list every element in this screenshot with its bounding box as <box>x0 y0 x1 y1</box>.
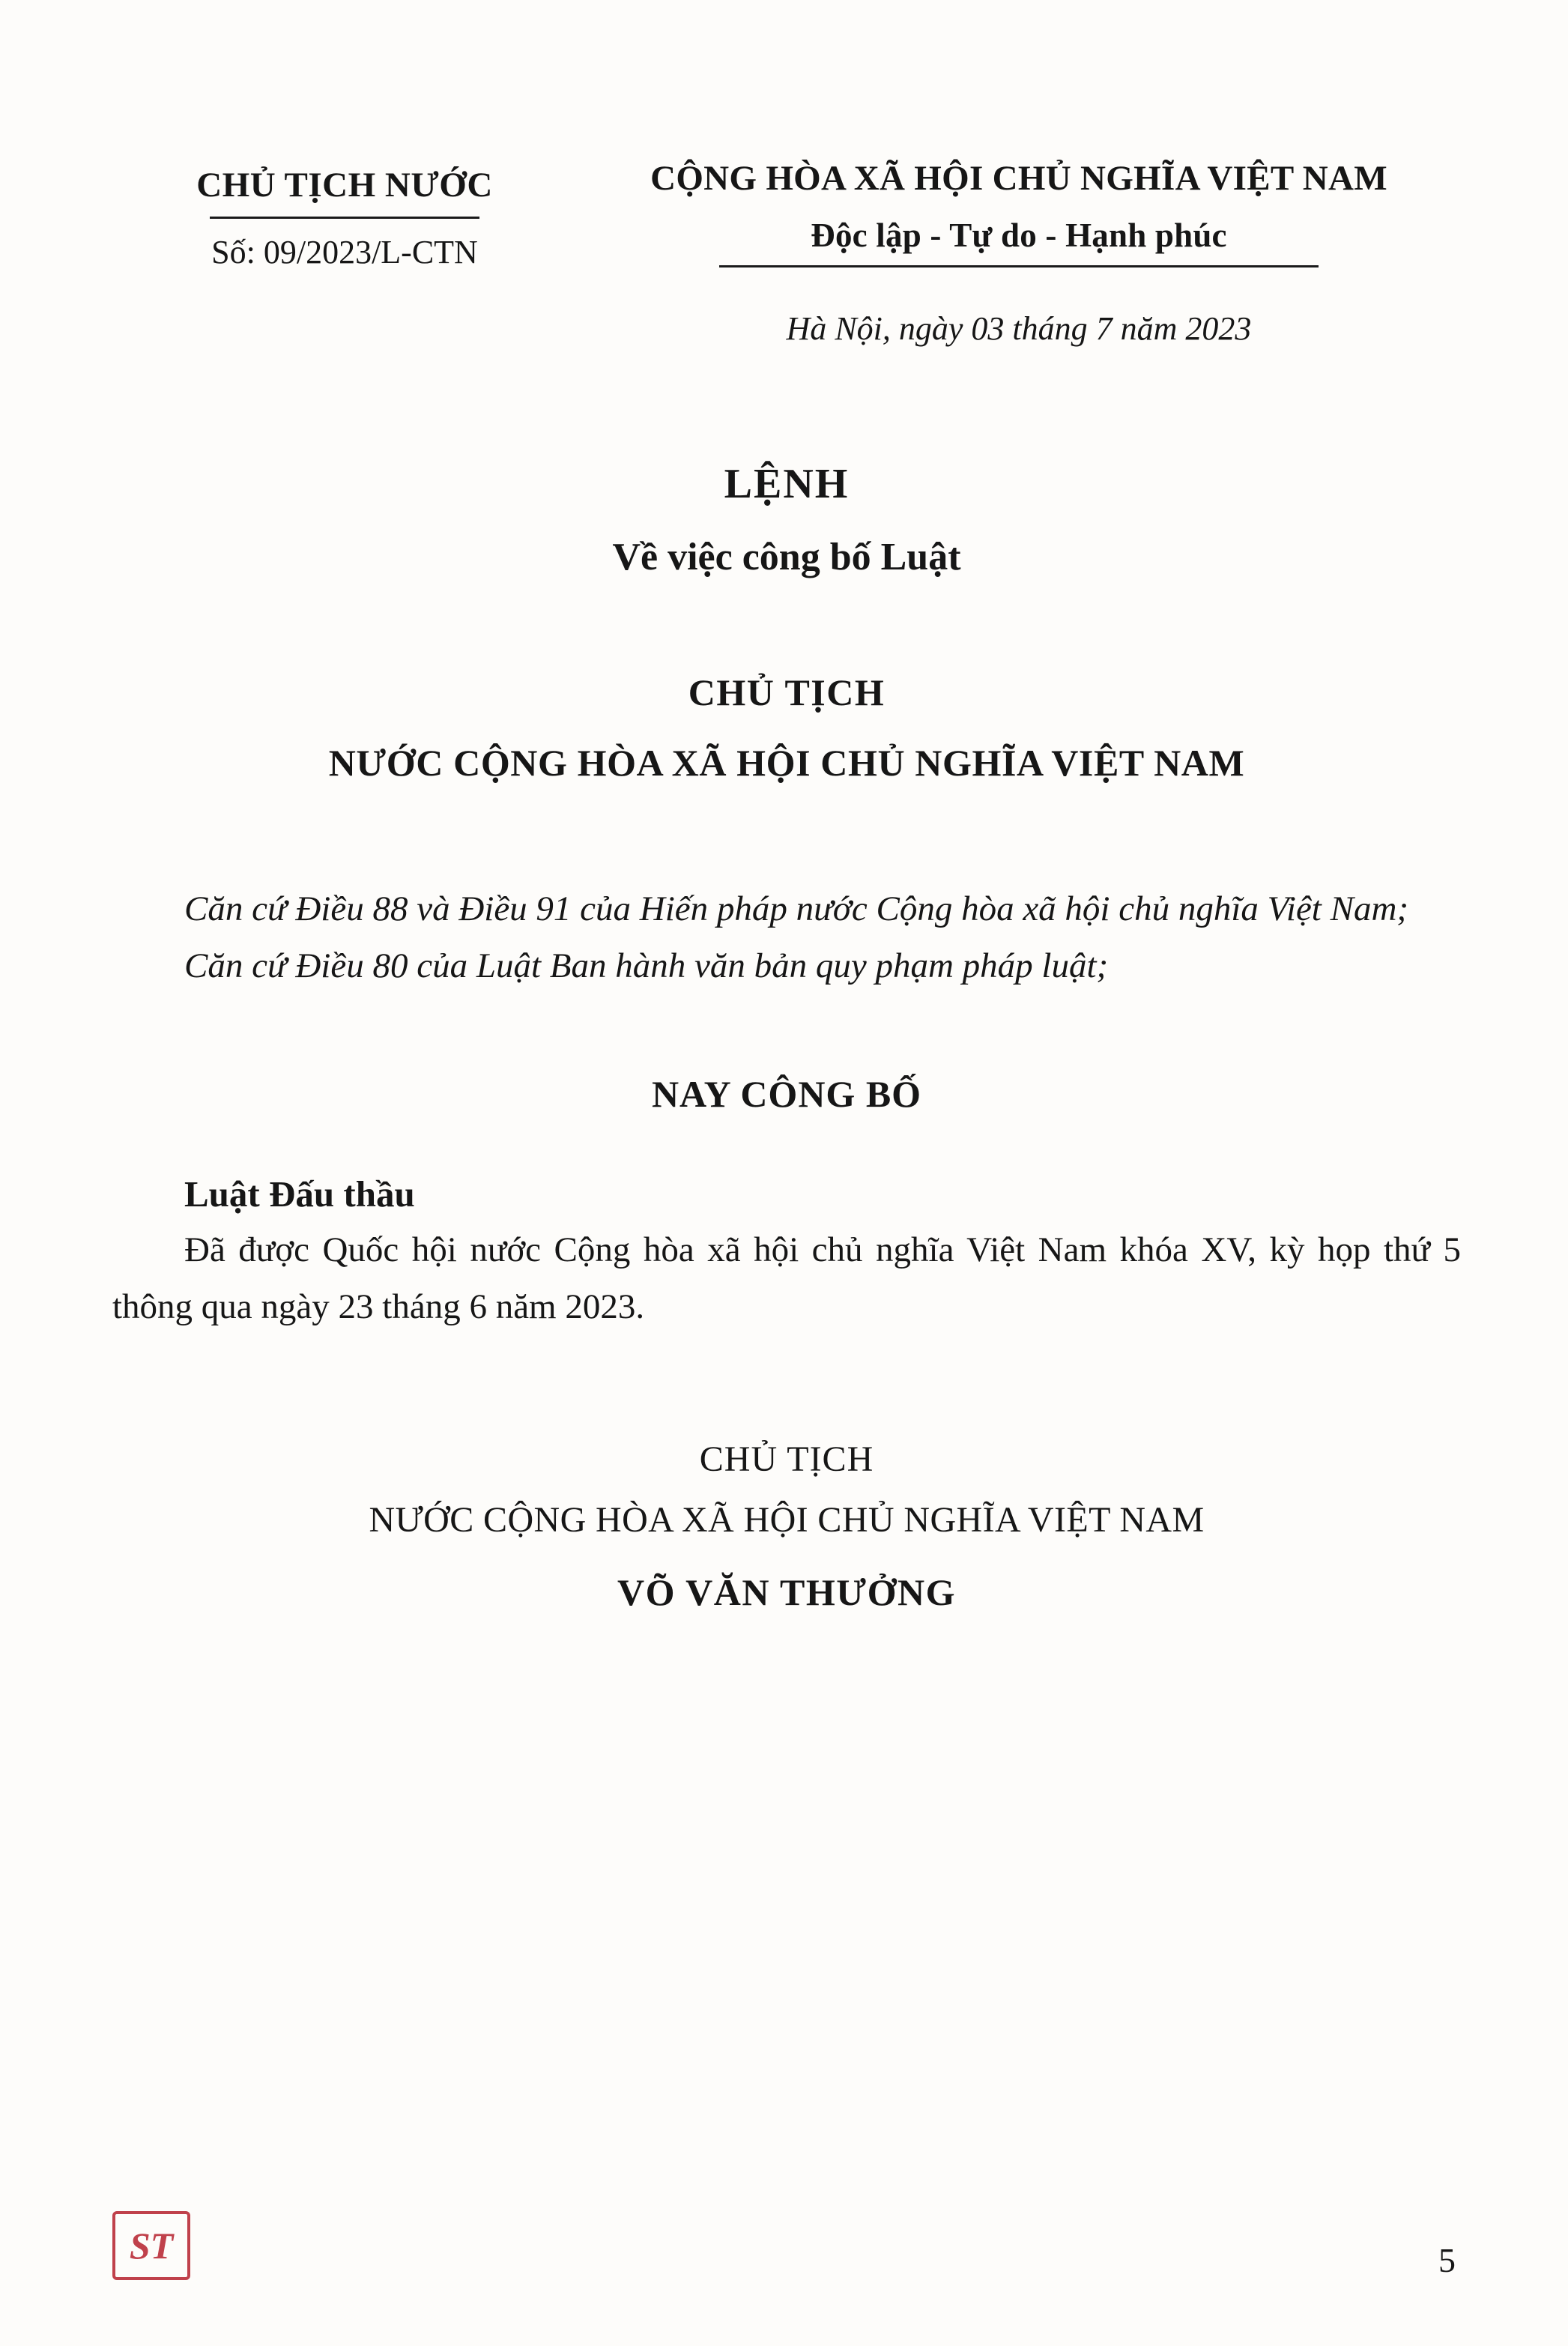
issuer-underline <box>210 217 479 219</box>
document-header <box>112 135 1461 348</box>
document-number: Số: 09/2023/L-CTN <box>211 233 478 270</box>
document-title: LỆNH <box>724 460 850 507</box>
law-name: Luật Đấu thầu <box>184 1173 415 1215</box>
document-subtitle: Về việc công bố Luật <box>612 535 961 578</box>
signatory-name: VÕ VĂN THƯỞNG <box>617 1571 956 1614</box>
signature-block <box>112 1439 1461 1614</box>
page-number: 5 <box>1438 2241 1456 2279</box>
header-issuer-block <box>112 135 577 273</box>
page-footer <box>112 2211 1456 2280</box>
authority-title-line1: CHỦ TỊCH <box>688 671 886 713</box>
header-nation-block <box>577 135 1461 348</box>
publisher-logo-text: ST <box>129 2225 174 2267</box>
document-content <box>112 135 1461 1614</box>
legal-basis-1: Căn cứ Điều 88 và Điều 91 của Hiến pháp nước Cộng hòa xã hội chủ nghĩa Việt Nam; <box>184 889 1409 928</box>
issuer-name: CHỦ TỊCH NƯỚC <box>196 166 493 205</box>
nation-motto: Độc lập - Tự do - Hạnh phúc <box>811 217 1227 255</box>
legal-basis-2: Căn cứ Điều 80 của Luật Ban hành văn bản quy phạm pháp luật; <box>184 946 1109 985</box>
publisher-logo-icon <box>112 2211 190 2280</box>
authority-title-line2: NƯỚC CỘNG HÒA XÃ HỘI CHỦ NGHĨA VIỆT NAM <box>328 741 1245 784</box>
signature-title-line1: CHỦ TỊCH <box>699 1439 874 1480</box>
passage-statement: Đã được Quốc hội nước Cộng hòa xã hội chủ nghĩa Việt Nam khóa XV, kỳ họp thứ 5 thông qua ngày 23 tháng 6 năm 2023. <box>112 1230 1461 1326</box>
motto-underline <box>719 265 1319 267</box>
proclaim-heading: NAY CÔNG BỐ <box>651 1072 922 1115</box>
nation-title: CỘNG HÒA XÃ HỘI CHỦ NGHĨA VIỆT NAM <box>650 159 1387 198</box>
place-and-date: Hà Nội, ngày 03 tháng 7 năm 2023 <box>786 309 1252 347</box>
signature-title-line2: NƯỚC CỘNG HÒA XÃ HỘI CHỦ NGHĨA VIỆT NAM <box>369 1500 1205 1541</box>
